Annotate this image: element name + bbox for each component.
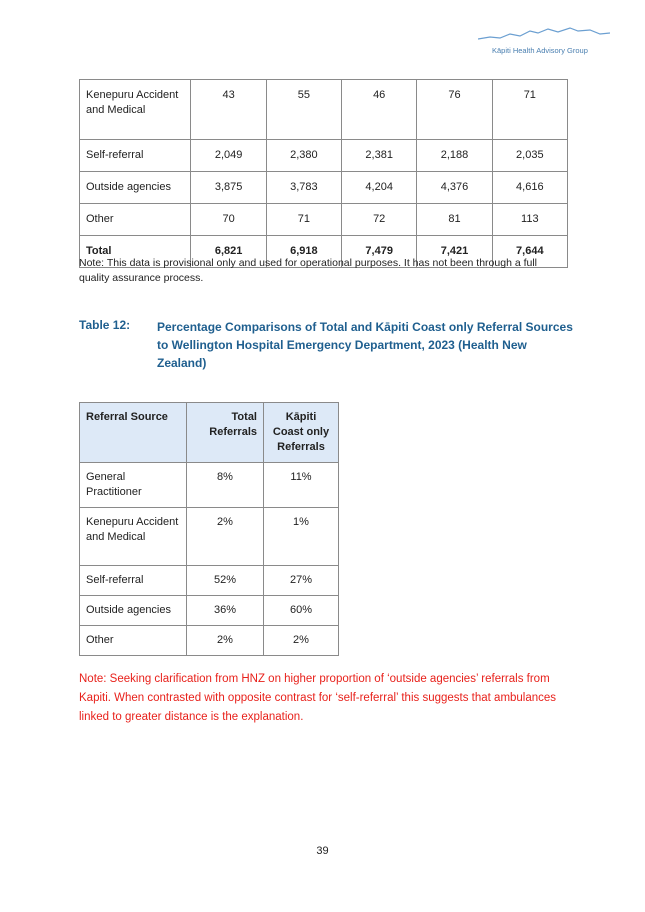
table-cell: 4,616 [492,172,567,204]
header-logo [478,25,610,61]
table-cell: 2% [187,508,264,566]
table-row [80,626,339,656]
row-label: Kenepuru Accident and Medical [80,80,191,140]
referral-counts-table-continued [79,79,568,268]
table-cell: 2,380 [266,140,341,172]
table-cell: 2,188 [417,140,492,172]
column-header-kapiti-referrals: Kāpiti Coast only Referrals [264,403,339,463]
table-cell: 7,644 [492,236,567,268]
table-cell: 8% [187,463,264,508]
table-cell: 2,381 [342,140,417,172]
table-cell: 43 [191,80,266,140]
header-brand-text: Kāpiti Health Advisory Group [492,46,588,55]
table-row [80,508,339,566]
table-cell: 7,479 [342,236,417,268]
table-cell: 72 [342,204,417,236]
table-cell: 71 [266,204,341,236]
table-cell: 2,035 [492,140,567,172]
table-cell: 76 [417,80,492,140]
column-header-total-referrals: Total Referrals [187,403,264,463]
table-row [80,140,568,172]
table-row [80,80,568,140]
table-row [80,172,568,204]
table-cell: 52% [187,566,264,596]
row-label: Total [80,236,191,268]
table-cell: 81 [417,204,492,236]
row-label: Self-referral [80,566,187,596]
table-cell: 6,918 [266,236,341,268]
provisional-data-note: Note: This data is provisional only and used for operational purposes. It has not been through a full quality assurance process. [79,257,538,284]
referral-percentages-table [79,402,339,656]
table-cell: 2,049 [191,140,266,172]
table-cell: 4,376 [417,172,492,204]
table-cell: 70 [191,204,266,236]
row-label: Kenepuru Accident and Medical [80,508,187,566]
row-label: Outside agencies [80,596,187,626]
table-row [80,596,339,626]
page-number: 39 [316,845,329,857]
table-cell: 2% [187,626,264,656]
row-label: General Practitioner [80,463,187,508]
row-label: Outside agencies [80,172,191,204]
column-header-referral-source: Referral Source [80,403,187,463]
table-row [80,463,339,508]
table-header-row [80,403,339,463]
table-cell: 46 [342,80,417,140]
table-row [80,566,339,596]
table-cell: 36% [187,596,264,626]
table-cell: 3,783 [266,172,341,204]
table-cell: 6,821 [191,236,266,268]
table-cell: 2% [264,626,339,656]
table-caption-label: Table 12: [79,318,131,332]
clarification-note: Note: Seeking clarification from HNZ on higher proportion of ‘outside agencies’ referrals from Kapiti. When contrasted with opposite contrast for ‘self-referral’ this suggests that ambulances linked to greater distance is the explanation. [79,673,557,723]
row-label: Other [80,626,187,656]
table-cell: 4,204 [342,172,417,204]
row-label: Self-referral [80,140,191,172]
table-cell: 113 [492,204,567,236]
table-cell: 7,421 [417,236,492,268]
table-caption-title: Percentage Comparisons of Total and Kāpiti Coast only Referral Sources to Wellington Hospital Emergency Department, 2023 (Health New Zealand) [157,320,573,370]
table-cell: 55 [266,80,341,140]
table-cell: 3,875 [191,172,266,204]
table-row [80,204,568,236]
table-cell: 11% [264,463,339,508]
table-cell: 1% [264,508,339,566]
mountain-line-logo-icon [478,25,610,45]
table-cell: 71 [492,80,567,140]
table-cell: 27% [264,566,339,596]
table-cell: 60% [264,596,339,626]
row-label: Other [80,204,191,236]
